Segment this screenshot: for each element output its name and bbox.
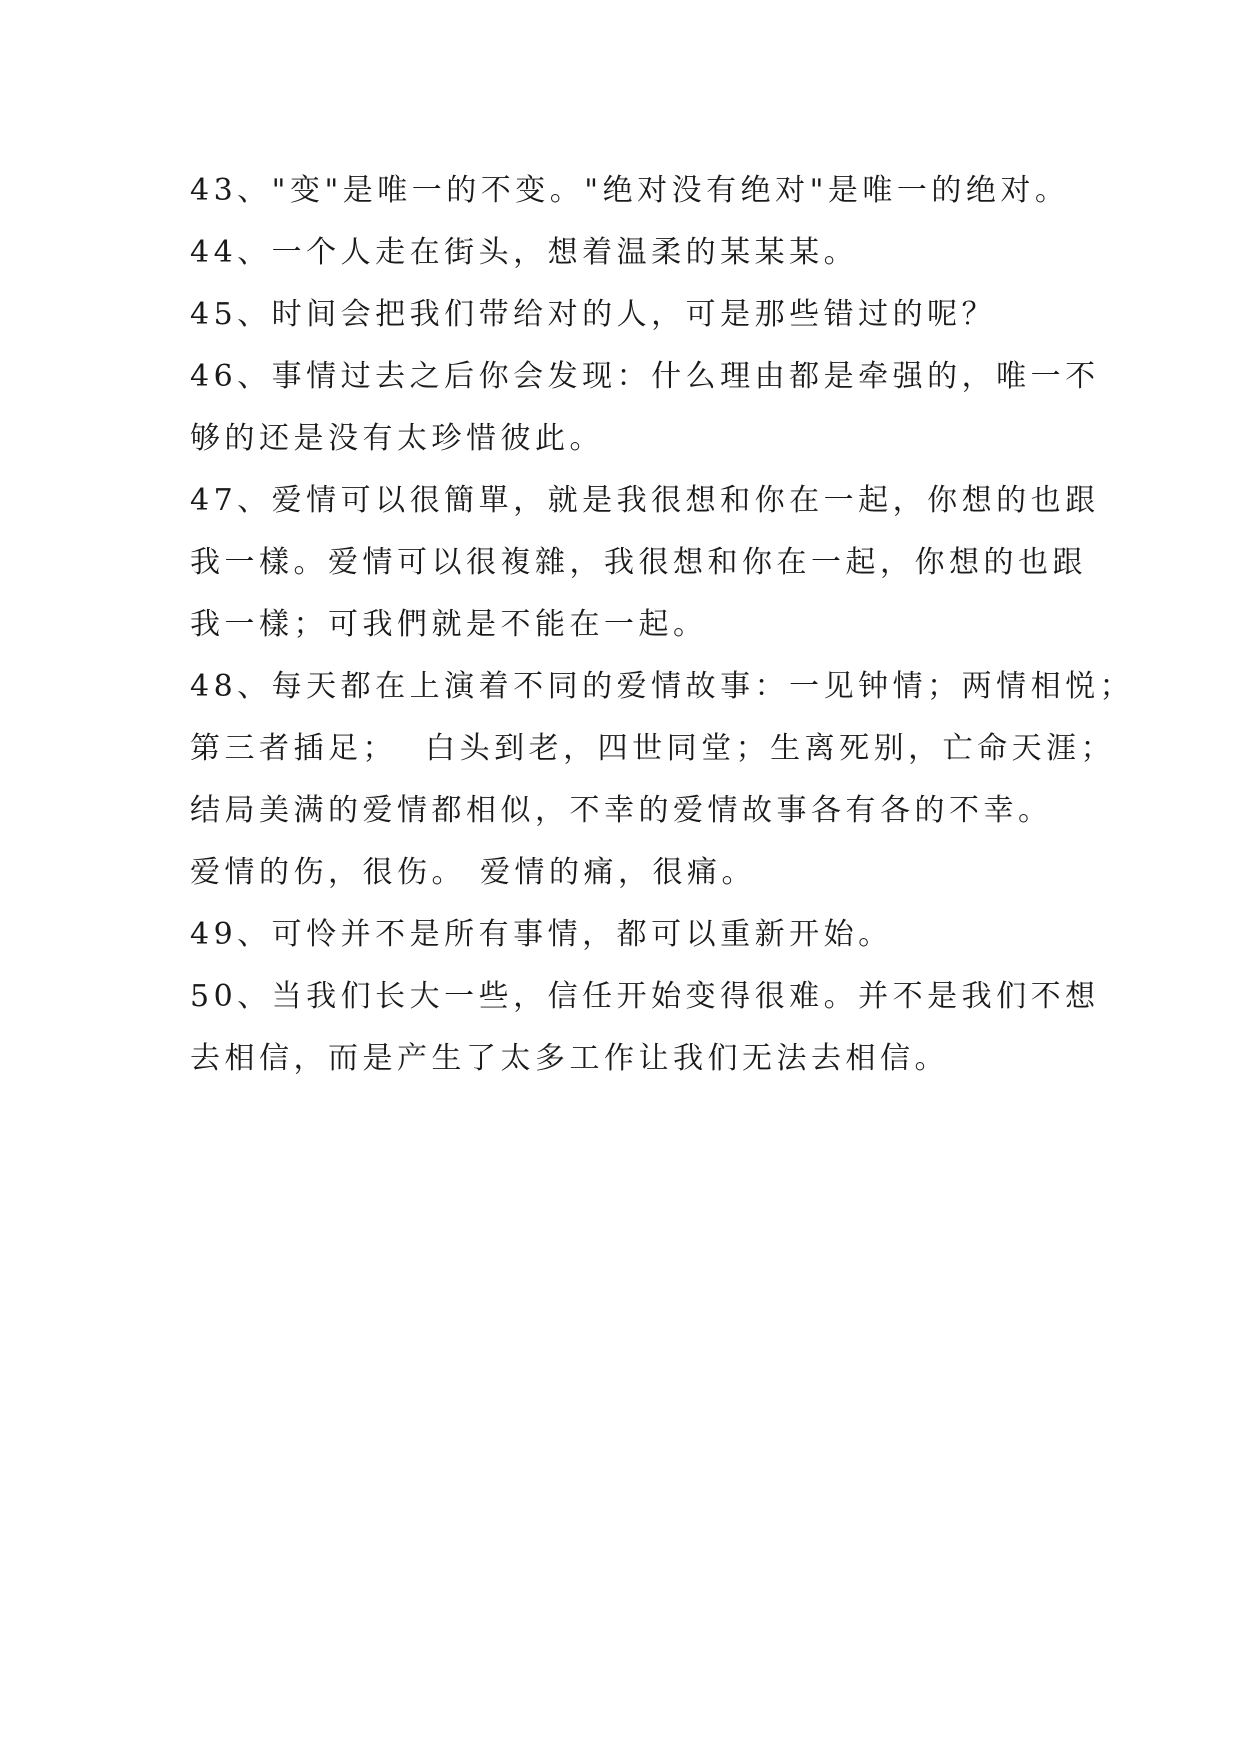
- quote-47-line-3: 我一樣；可我們就是不能在一起。: [190, 607, 708, 642]
- quote-50-line-1: 50、当我们长大一些，信任开始变得很难。并不是我们不想: [190, 979, 1100, 1014]
- quote-47-line-2: 我一樣。爱情可以很複雜，我很想和你在一起，你想的也跟: [190, 545, 1087, 580]
- quote-48-line-4: 爱情的伤，很伤。 爱情的痛，很痛。: [190, 855, 757, 890]
- document-body: [190, 160, 1135, 1090]
- quote-46-line-1: 46、事情过去之后你会发现：什么理由都是牵强的，唯一不: [190, 359, 1100, 394]
- quote-46-line-2: 够的还是没有太珍惜彼此。: [190, 421, 604, 456]
- quote-47-line-1: 47、爱情可以很簡單，就是我很想和你在一起，你想的也跟: [190, 483, 1100, 518]
- quote-49-line: 49、可怜并不是所有事情，都可以重新开始。: [190, 917, 893, 952]
- quote-48-line-2: 第三者插足； 白头到老，四世同堂；生离死别，亡命天涯；: [190, 731, 1116, 766]
- quote-45-line: 45、时间会把我们带给对的人，可是那些错过的呢？: [190, 297, 997, 332]
- quote-43-line: 43、"变"是唯一的不变。"绝对没有绝对"是唯一的绝对。: [190, 173, 1070, 208]
- quote-48-line-3: 结局美满的爱情都相似，不幸的爱情故事各有各的不幸。: [190, 793, 1053, 828]
- quote-50-line-2: 去相信，而是产生了太多工作让我们无法去相信。: [190, 1041, 949, 1076]
- quote-48-line-1: 48、每天都在上演着不同的爱情故事：一见钟情；两情相悦；: [190, 669, 1135, 704]
- quote-44-line: 44、一个人走在街头，想着温柔的某某某。: [190, 235, 859, 270]
